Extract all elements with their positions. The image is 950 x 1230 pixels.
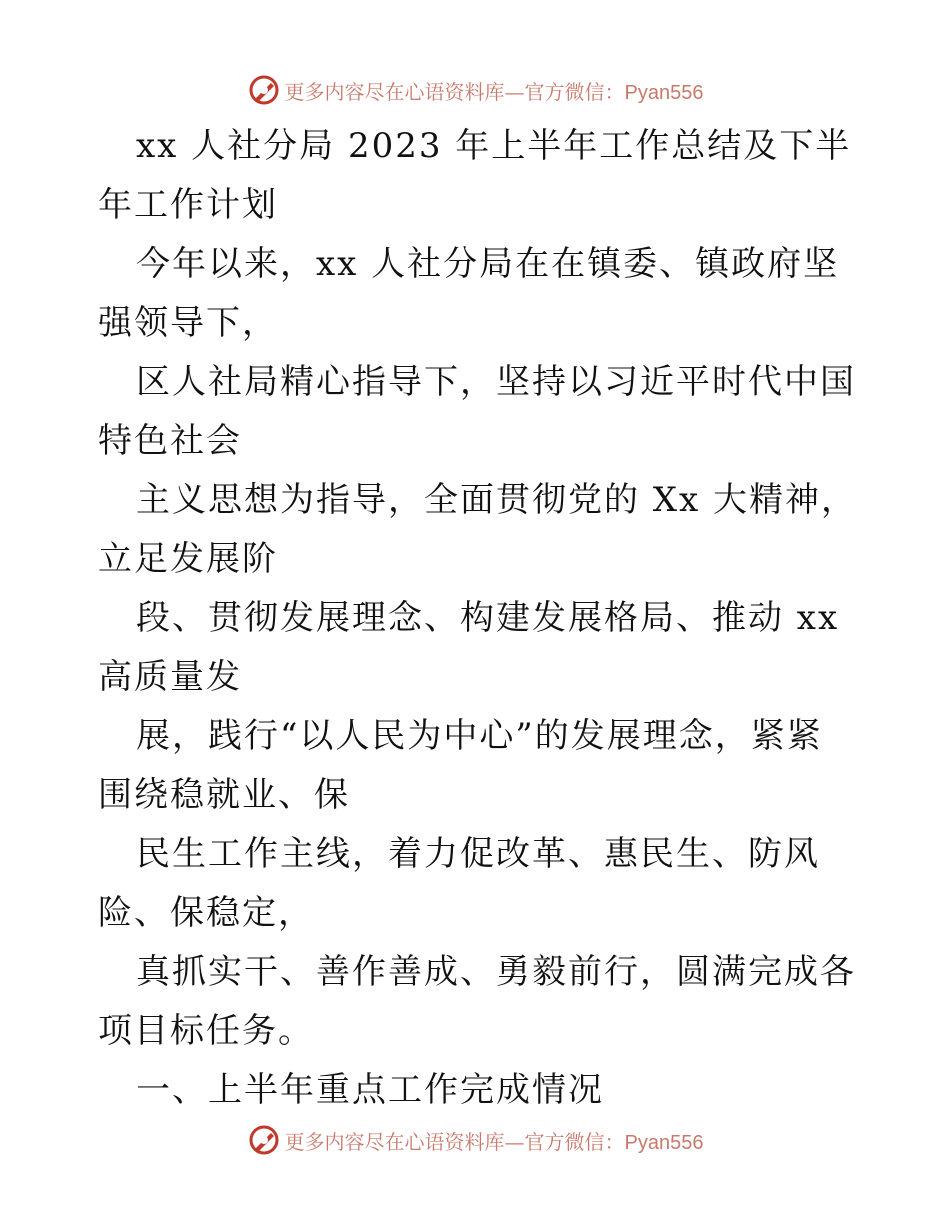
watermark-wechat-id: Pyan556: [624, 1131, 704, 1154]
paragraph-1: 今年以来，xx 人社分局在在镇委、镇政府坚强领导下，: [98, 244, 840, 343]
paragraph-4: 段、贯彻发展理念、构建发展格局、推动 xx 高质量发: [98, 598, 840, 697]
watermark-content: [247, 73, 704, 107]
watermark-content: [247, 1123, 704, 1157]
watermark-text: [285, 1126, 704, 1155]
document-body: [98, 117, 858, 1120]
pen-circle-icon: [247, 73, 281, 107]
paragraph-6: 民生工作主线，着力促改革、惠民生、防风险、保稳定，: [98, 834, 820, 933]
watermark-text: [285, 76, 704, 105]
paragraph-7: 真抓实干、善作善成、勇毅前行，圆满完成各项目标任务。: [98, 952, 856, 1051]
watermark-suffix: 官方微信：: [524, 79, 625, 104]
header-watermark-banner: [0, 70, 950, 110]
watermark-main: 更多内容尽在心语资料库: [284, 79, 505, 104]
section-heading: 一、上半年重点工作完成情况: [136, 1070, 604, 1110]
paragraph-2: 区人社局精心指导下，坚持以习近平时代中国特色社会: [98, 362, 856, 461]
pen-circle-icon: [247, 1123, 281, 1157]
watermark-wechat-id: Pyan556: [624, 81, 704, 104]
footer-watermark-banner: [0, 1120, 950, 1160]
document-title: xx 人社分局 2023 年上半年工作总结及下半年工作计划: [98, 126, 852, 225]
watermark-separator: —: [504, 79, 525, 104]
paragraph-5: 展，践行“以人民为中心”的发展理念，紧紧围绕稳就业、保: [98, 716, 823, 815]
watermark-suffix: 官方微信：: [524, 1129, 625, 1154]
watermark-separator: —: [504, 1129, 525, 1154]
paragraph-3: 主义思想为指导，全面贯彻党的 Xx 大精神，立足发展阶: [98, 480, 857, 579]
watermark-main: 更多内容尽在心语资料库: [284, 1129, 505, 1154]
